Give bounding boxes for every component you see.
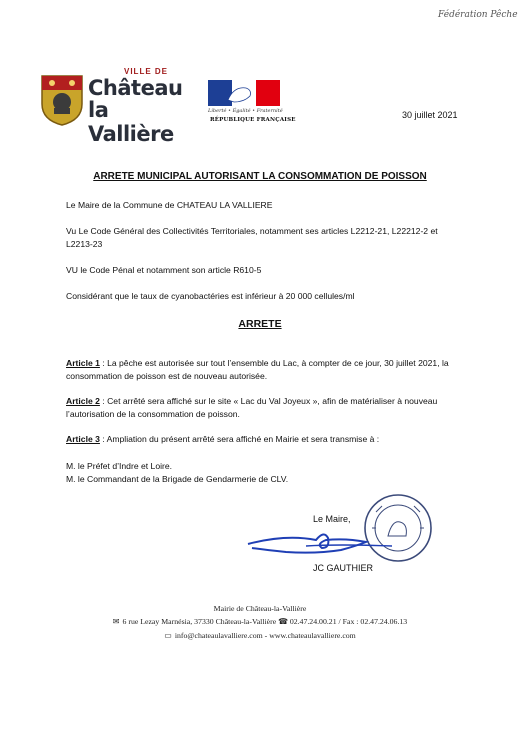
article-1 (66, 357, 456, 383)
preamble-line: Considérant que le taux de cyanobactéries est inférieur à 20 000 cellules/ml (66, 291, 355, 301)
document-title: ARRETE MUNICIPAL AUTORISANT LA CONSOMMATION DE POISSON (93, 171, 427, 182)
logo-line-1: Château (88, 76, 183, 100)
logo-line-2: la Vallière (88, 98, 174, 146)
recipient-line: M. le Commandant de la Brigade de Gendarmerie de CLV. (66, 474, 289, 484)
footer-contact: info@chateaulavalliere.com - www.chateaulavalliere.com (174, 631, 356, 640)
republic-motto: Liberté • Égalité • Fraternité (208, 108, 283, 114)
article-text: : Ampliation du présent arrêté sera affiché en Mairie et sera transmise à : (99, 434, 380, 444)
article-3 (66, 433, 456, 446)
preamble-line: Le Maire de la Commune de CHATEAU LA VALLIERE (66, 200, 273, 210)
footer-line-1: Mairie de Château-la-Vallière (213, 604, 307, 613)
signatory-name: JC GAUTHIER (313, 563, 374, 573)
article-text: : Cet arrêté sera affiché sur le site « Lac du Val Joyeux », afin de matérialiser à nouveau l’autorisation de la consommation de poisson. (66, 396, 438, 419)
recipient-line: M. le Préfet d’Indre et Loire. (66, 461, 173, 471)
republic-name: RÉPUBLIQUE FRANÇAISE (210, 117, 296, 123)
marianne-flag-icon (208, 80, 280, 106)
document-date: 30 juillet 2021 (402, 110, 458, 120)
footer-address: 6 rue Lezay Marnésia, 37330 Château-la-Vallière ☎ 02.47.24.00.21 / Fax : 02.47.24.06.13 (122, 617, 408, 626)
town-logo (40, 64, 190, 146)
republique-logo (208, 80, 296, 126)
coat-of-arms-icon (40, 74, 84, 126)
article-label: Article 1 (66, 358, 100, 368)
computer-icon: ▭ (164, 631, 172, 640)
article-text: : La pêche est autorisée sur tout l’ensemble du Lac, à compter de ce jour, 30 juillet 2021, la consommation de poisson est de nouveau autorisée. (66, 358, 449, 381)
footer-line-2 (0, 617, 520, 626)
article-2 (66, 395, 456, 421)
handwritten-note: Fédération Pêche (438, 10, 518, 20)
article-label: Article 2 (66, 396, 100, 406)
signature-role: Le Maire, (313, 514, 351, 524)
article-label: Article 3 (66, 434, 100, 444)
handwritten-signature-icon (246, 524, 396, 560)
preamble-line: VU le Code Pénal et notamment son article R610-5 (66, 265, 262, 275)
envelope-icon: ✉ (112, 617, 120, 626)
logo-subtitle: VILLE DE (124, 67, 169, 76)
arrete-heading: ARRETE (238, 318, 282, 330)
preamble-line: Vu Le Code Général des Collectivités Territoriales, notamment ses articles L2212-21, L22212-2 et L2213-23 (66, 226, 438, 249)
footer-line-3 (0, 631, 520, 640)
